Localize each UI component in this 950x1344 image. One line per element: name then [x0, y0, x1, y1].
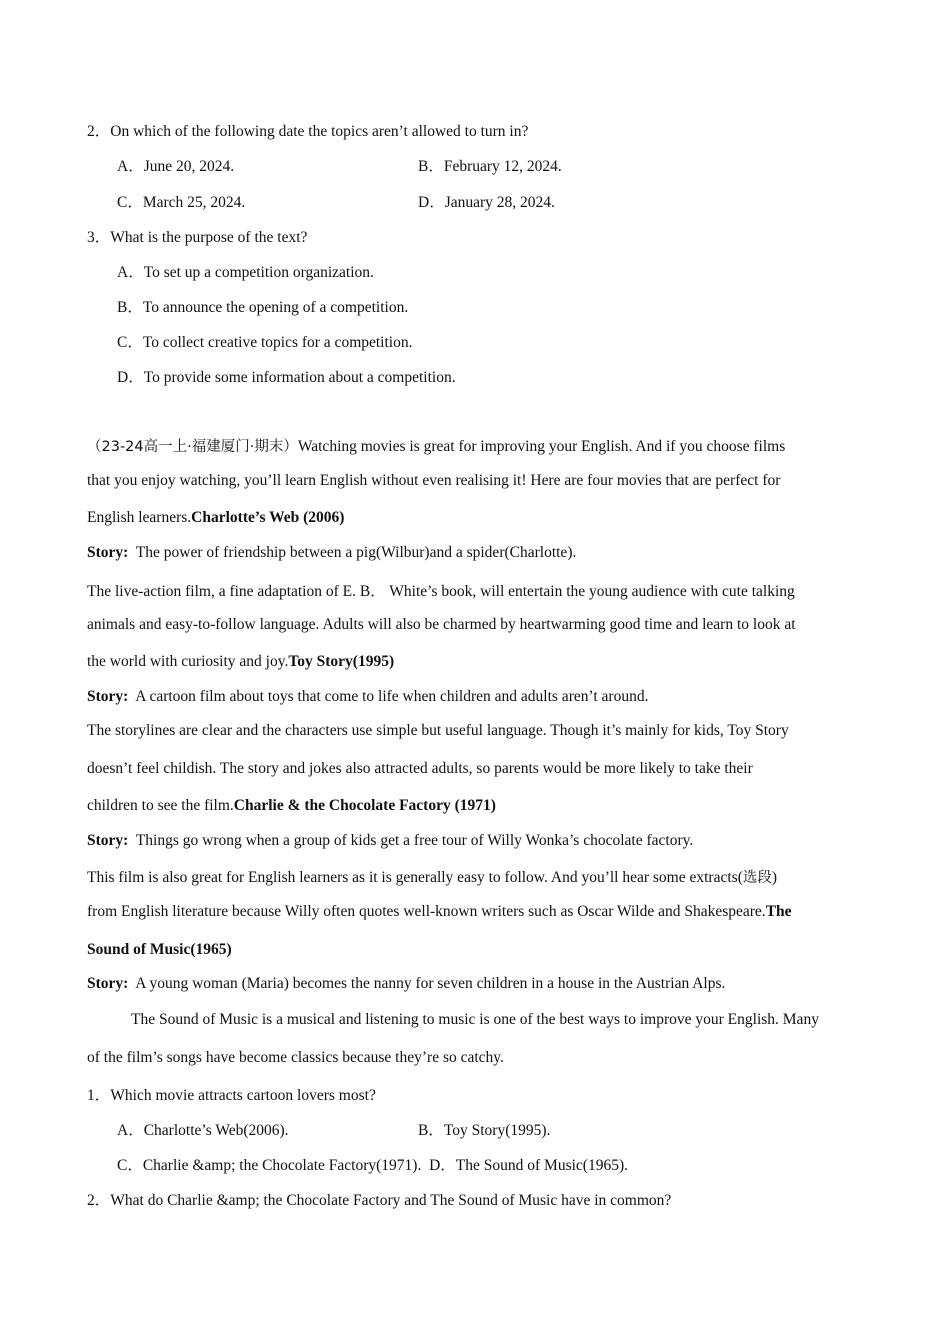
story-text: Things go wrong when a group of kids get a free tour of Willy Wonka’s chocolate factory.	[135, 832, 694, 849]
option-letter: D．	[429, 1157, 456, 1174]
question-text: On which of the following date the topics aren’t allowed to turn in?	[110, 123, 529, 140]
option-d	[418, 190, 555, 212]
option-text: February 12, 2024.	[443, 158, 562, 175]
option-letter: B．	[418, 158, 444, 175]
question-3-stem	[87, 225, 307, 247]
movie-1-desc-line-3	[87, 653, 394, 671]
question-1-stem	[87, 1083, 376, 1105]
movie-4-desc-line-1: The Sound of Music is a musical and listening to music is one of the best ways to improve your English. Many	[131, 1011, 819, 1028]
question-2-stem	[87, 119, 528, 141]
movie-3-title: Charlie & the Chocolate Factory (1971)	[233, 797, 496, 814]
story-label: Story:	[87, 832, 129, 849]
passage-text: English learners.	[87, 509, 192, 526]
story-label: Story:	[87, 688, 129, 705]
option-c	[117, 330, 412, 352]
movie-1-title: Charlotte’s Web (2006)	[191, 509, 345, 526]
option-text: June 20, 2024.	[143, 158, 235, 175]
question-text: What do Charlie &amp; the Chocolate Factory and The Sound of Music have in common?	[110, 1192, 672, 1209]
option-text: To provide some information about a competition.	[143, 369, 456, 386]
option-b	[117, 295, 408, 317]
option-letter: A．	[117, 1122, 144, 1139]
option-text: To announce the opening of a competition.	[142, 299, 409, 316]
option-text: Charlotte’s Web(2006).	[143, 1122, 289, 1139]
option-b	[418, 1118, 550, 1140]
option-b	[418, 154, 562, 176]
option-a	[117, 154, 234, 176]
movie-2-story	[87, 688, 648, 706]
option-text: Charlie &amp; the Chocolate Factory(1971).	[142, 1157, 422, 1174]
passage-intro-line-1	[87, 435, 785, 456]
passage-intro-line-3	[87, 509, 344, 527]
option-letter: C．	[117, 334, 143, 351]
option-text: To collect creative topics for a competition.	[142, 334, 413, 351]
option-letter: B．	[117, 299, 143, 316]
movie-4-title-part-2: Sound of Music(1965)	[87, 941, 232, 958]
story-text: A cartoon film about toys that come to life when children and adults aren’t around.	[135, 688, 649, 705]
question-number: 2．	[87, 123, 111, 140]
option-text: The Sound of Music(1965).	[455, 1157, 628, 1174]
movie-3-story	[87, 832, 693, 850]
passage-text: This film is also great for English learners as it is generally easy to follow. And you’ll hear some extracts(	[87, 869, 743, 886]
passage-text: the world with curiosity and joy.	[87, 653, 289, 670]
question-text: What is the purpose of the text?	[110, 229, 308, 246]
passage-intro-line-2: that you enjoy watching, you’ll learn English without even realising it! Here are four movies that are perfect for	[87, 472, 781, 489]
story-text: The power of friendship between a pig(Wilbur)and a spider(Charlotte).	[135, 544, 577, 561]
passage-text: from English literature because Willy often quotes well-known writers such as Oscar Wilde and Shakespeare.	[87, 903, 766, 920]
movie-4-title-line	[87, 941, 232, 959]
option-text: Toy Story(1995).	[443, 1122, 551, 1139]
movie-3-desc-line-2	[87, 903, 792, 921]
option-c-and-d	[117, 1153, 628, 1175]
option-letter: A．	[117, 158, 144, 175]
movie-4-story	[87, 975, 725, 993]
passage-text: Watching movies is great for improving your English. And if you choose films	[297, 438, 786, 455]
movie-2-desc-line-1: The storylines are clear and the characters use simple but useful language. Though it’s mainly for kids, Toy Story	[87, 722, 789, 739]
option-letter: C．	[117, 1157, 143, 1174]
movie-4-desc-line-2: of the film’s songs have become classics because they’re so catchy.	[87, 1049, 504, 1066]
passage-source: （23-24高一上·福建厦门·期末）	[87, 439, 298, 455]
movie-3-desc-line-1	[87, 866, 777, 887]
option-letter: D．	[418, 194, 445, 211]
option-text: March 25, 2024.	[142, 194, 246, 211]
movie-2-desc-line-2: doesn’t feel childish. The story and jokes also attracted adults, so parents would be more likely to take their	[87, 760, 753, 777]
gloss-text: 选段	[742, 870, 772, 886]
question-2-stem	[87, 1188, 671, 1210]
option-d	[117, 365, 456, 387]
story-label: Story:	[87, 975, 129, 992]
option-a	[117, 1118, 289, 1140]
movie-1-desc-line-1: The live-action film, a fine adaptation of E. B． White’s book, will entertain the young audience with cute talking	[87, 583, 795, 600]
movie-2-desc-line-3	[87, 797, 496, 815]
option-c	[117, 190, 245, 212]
movie-2-title: Toy Story(1995)	[288, 653, 395, 670]
movie-1-story	[87, 544, 576, 562]
question-number: 1．	[87, 1087, 111, 1104]
question-number: 3．	[87, 229, 111, 246]
option-text: To set up a competition organization.	[143, 264, 374, 281]
movie-4-title-part-1: The	[765, 903, 792, 920]
passage-text: )	[771, 869, 778, 886]
story-text: A young woman (Maria) becomes the nanny for seven children in a house in the Austrian Alps.	[135, 975, 726, 992]
passage-text: children to see the film.	[87, 797, 234, 814]
option-letter: C．	[117, 194, 143, 211]
option-letter: A．	[117, 264, 144, 281]
option-letter: B．	[418, 1122, 444, 1139]
option-a	[117, 260, 374, 282]
story-label: Story:	[87, 544, 129, 561]
question-text: Which movie attracts cartoon lovers most?	[110, 1087, 376, 1104]
option-text: January 28, 2024.	[444, 194, 555, 211]
movie-1-desc-line-2: animals and easy-to-follow language. Adults will also be charmed by heartwarming good time and learn to look at	[87, 616, 796, 633]
option-letter: D．	[117, 369, 144, 386]
question-number: 2．	[87, 1192, 111, 1209]
